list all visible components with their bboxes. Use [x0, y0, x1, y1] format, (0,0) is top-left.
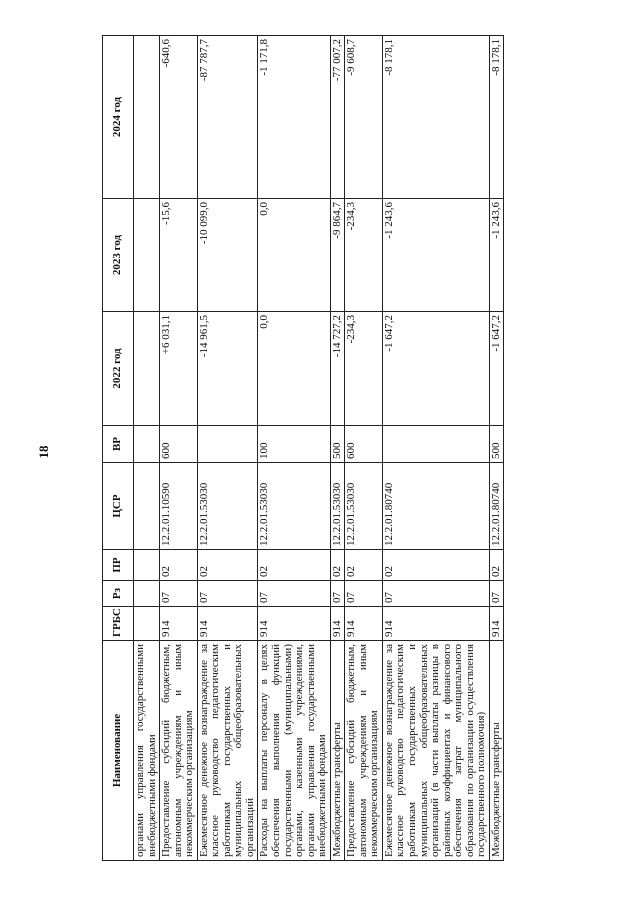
row-2024: -8 178,1: [489, 36, 504, 199]
row-2022: 0,0: [258, 312, 330, 426]
row-vr: 500: [330, 426, 345, 463]
row-rz: 07: [258, 581, 330, 607]
row-2022: +6 031,1: [160, 312, 198, 426]
table-row: [134, 36, 160, 861]
header-row: [103, 36, 134, 861]
row-grbs: [134, 607, 160, 641]
table-row: [382, 36, 489, 861]
table-row: [330, 36, 345, 861]
page-number: 18: [36, 445, 51, 459]
row-name: Межбюджетные трансферты: [489, 641, 504, 861]
row-pr: 02: [345, 550, 383, 581]
row-2024: -9 608,7: [345, 36, 383, 199]
row-2023: -1 243,6: [382, 199, 489, 312]
table-row: [197, 36, 258, 861]
row-pr: 02: [382, 550, 489, 581]
row-grbs: 914: [330, 607, 345, 641]
row-grbs: 914: [382, 607, 489, 641]
row-2022: -234,3: [345, 312, 383, 426]
row-vr: 600: [345, 426, 383, 463]
row-2022: -1 647,2: [489, 312, 504, 426]
row-pr: 02: [160, 550, 198, 581]
row-pr: [134, 550, 160, 581]
row-name: Ежемесячное денежное вознаграждение за классное руководство педагогическим работникам государственных и муниципальных общеобразовательных организаций: [197, 641, 258, 861]
row-name: Расходы на выплаты персоналу в целях обеспечения выполнения функций государственными (муниципальными) органами, казенными учреждениями, органами управления государственными внебюджетными фондами: [258, 641, 330, 861]
row-grbs: 914: [345, 607, 383, 641]
row-grbs: 914: [258, 607, 330, 641]
table-row: [489, 36, 504, 861]
header-2022: 2022 год: [103, 312, 134, 426]
row-2023: -9 864,7: [330, 199, 345, 312]
row-2024: -77 007,2: [330, 36, 345, 199]
row-2023: 0,0: [258, 199, 330, 312]
row-pr: 02: [489, 550, 504, 581]
row-vr: [134, 426, 160, 463]
row-csr: [134, 463, 160, 550]
header-vr: ВР: [103, 426, 134, 463]
row-name: Предоставление субсидий бюджетным, автономным учреждениям и иным некоммерческим организациям: [160, 641, 198, 861]
row-2023: [134, 199, 160, 312]
row-2024: -640,6: [160, 36, 198, 199]
row-name: Предоставление субсидий бюджетным, автономным учреждениям и иным некоммерческим организациям: [345, 641, 383, 861]
table-row: [345, 36, 383, 861]
row-rz: 07: [330, 581, 345, 607]
row-2024: -8 178,1: [382, 36, 489, 199]
row-vr: 600: [160, 426, 198, 463]
table-body: [134, 36, 504, 861]
row-2022: [134, 312, 160, 426]
header-pr: ПР: [103, 550, 134, 581]
header-2024: 2024 год: [103, 36, 134, 199]
row-rz: [134, 581, 160, 607]
header-rz: Рз: [103, 581, 134, 607]
row-csr: 12.2.01.10590: [160, 463, 198, 550]
header-name: Наименование: [103, 641, 134, 861]
row-rz: 07: [382, 581, 489, 607]
row-grbs: 914: [160, 607, 198, 641]
table-row: [258, 36, 330, 861]
row-2022: -1 647,2: [382, 312, 489, 426]
budget-table: [102, 35, 504, 861]
table-header: [103, 36, 134, 861]
row-2023: -1 243,6: [489, 199, 504, 312]
row-2023: -234,3: [345, 199, 383, 312]
row-vr: [382, 426, 489, 463]
row-2024: -87 787,7: [197, 36, 258, 199]
row-vr: [197, 426, 258, 463]
row-vr: 100: [258, 426, 330, 463]
row-csr: 12.2.01.80740: [382, 463, 489, 550]
row-pr: 02: [330, 550, 345, 581]
row-rz: 07: [197, 581, 258, 607]
row-2024: -1 171,8: [258, 36, 330, 199]
row-csr: 12.2.01.53030: [258, 463, 330, 550]
row-name: Ежемесячное денежное вознаграждение за классное руководство педагогическим работникам государственных и муниципальных общеобразовательных организаций (в части выплаты разницы в районных коэффициентах и финансового обеспечения затрат муниципального образования по организации осуществления государственного полномочия): [382, 641, 489, 861]
row-grbs: 914: [197, 607, 258, 641]
row-csr: 12.2.01.53030: [197, 463, 258, 550]
row-2023: -10 099,0: [197, 199, 258, 312]
header-2023: 2023 год: [103, 199, 134, 312]
row-csr: 12.2.01.80740: [489, 463, 504, 550]
row-2022: -14 727,2: [330, 312, 345, 426]
row-grbs: 914: [489, 607, 504, 641]
rotated-table-container: [102, 39, 590, 861]
header-grbs: ГРБС: [103, 607, 134, 641]
row-rz: 07: [160, 581, 198, 607]
row-2022: -14 961,5: [197, 312, 258, 426]
row-name: органами управления государственными внебюджетными фондами: [134, 641, 160, 861]
row-csr: 12.2.01.53030: [345, 463, 383, 550]
row-name: Межбюджетные трансферты: [330, 641, 345, 861]
row-rz: 07: [345, 581, 383, 607]
row-vr: 500: [489, 426, 504, 463]
table-row: [160, 36, 198, 861]
row-2023: -15,6: [160, 199, 198, 312]
row-pr: 02: [258, 550, 330, 581]
row-csr: 12.2.01.53030: [330, 463, 345, 550]
row-2024: [134, 36, 160, 199]
row-pr: 02: [197, 550, 258, 581]
header-csr: ЦСР: [103, 463, 134, 550]
row-rz: 07: [489, 581, 504, 607]
